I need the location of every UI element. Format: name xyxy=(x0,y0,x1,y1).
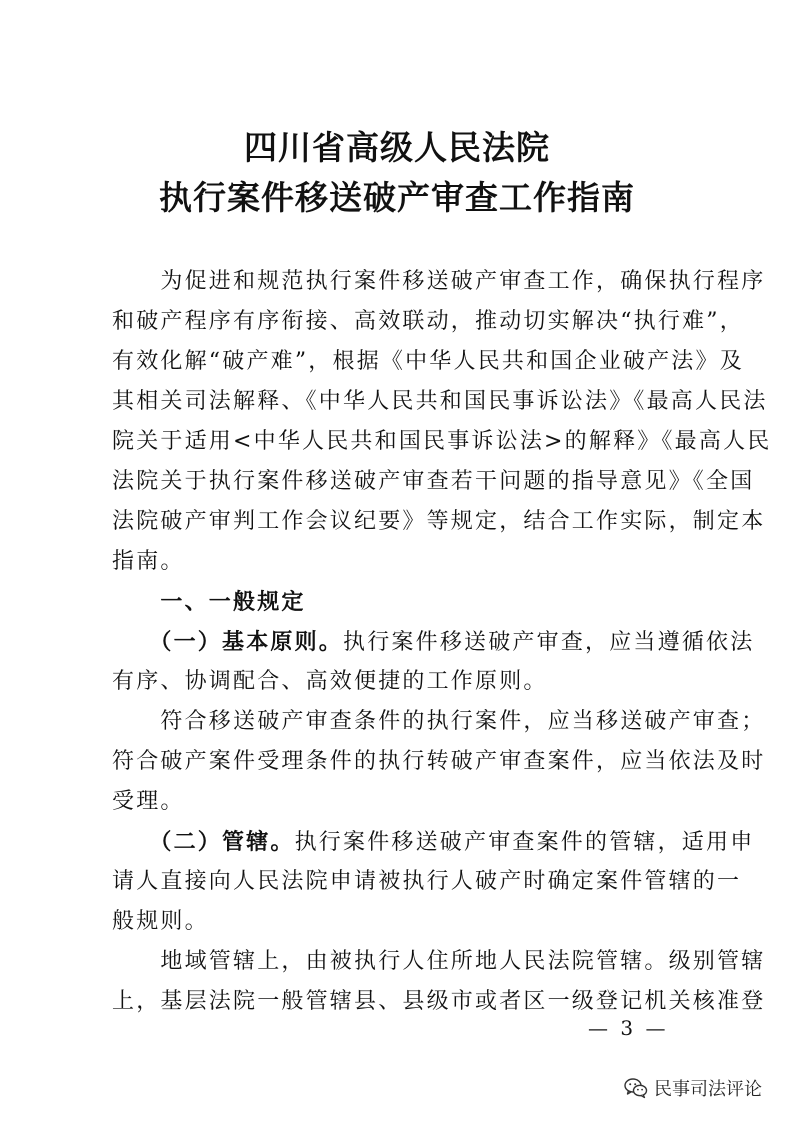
body-line: 上，基层法院一般管辖县、县级市或者区一级登记机关核准登 xyxy=(112,989,766,1014)
body-line: 院关于适用<中华人民共和国民事诉讼法>的解释》《最高人民 xyxy=(112,429,772,454)
body-line: 其相关司法解释、《中华人民共和国民事诉讼法》《最高人民法 xyxy=(112,389,768,414)
item-label: （二）管辖。 xyxy=(112,829,295,855)
page-number: — 3 — xyxy=(588,1016,669,1040)
item-label: （一）基本原则。 xyxy=(112,629,344,655)
body-line: 法院关于执行案件移送破产审查若干问题的指导意见》《全国 xyxy=(112,469,755,494)
watermark xyxy=(624,1075,762,1101)
document-body xyxy=(112,262,772,1022)
body-line: 为促进和规范执行案件移送破产审查工作，确保执行程序 xyxy=(112,269,766,294)
section-heading: 一、一般规定 xyxy=(112,589,306,615)
body-line: 符合破产案件受理条件的执行转破产审查案件，应当依法及时 xyxy=(112,749,766,774)
body-line: 有效化解“破产难”，根据《中华人民共和国企业破产法》及 xyxy=(112,349,744,374)
watermark-text: 民事司法评论 xyxy=(654,1079,762,1100)
item-line xyxy=(112,622,755,662)
body-line: 地域管辖上，由被执行人住所地人民法院管辖。级别管辖 xyxy=(112,949,766,974)
body-line: 受理。 xyxy=(112,789,185,814)
body-line: 请人直接向人民法院申请被执行人破产时确定案件管辖的一 xyxy=(112,869,742,894)
item-line xyxy=(112,822,755,862)
item-text: 执行案件移送破产审查，应当遵循依法 xyxy=(343,630,755,655)
document-title-line-2: 执行案件移送破产审查工作指南 xyxy=(159,178,635,217)
body-line: 指南。 xyxy=(112,549,185,574)
wechat-icon xyxy=(624,1077,648,1099)
body-line: 般规则。 xyxy=(112,909,209,934)
body-line: 和破产程序有序衔接、高效联动，推动切实解决“执行难”， xyxy=(112,309,744,334)
item-text: 执行案件移送破产审查案件的管辖，适用申 xyxy=(294,830,755,855)
body-line: 符合移送破产审查条件的执行案件，应当移送破产审查； xyxy=(112,709,766,734)
body-line: 法院破产审判工作会议纪要》等规定，结合工作实际，制定本 xyxy=(112,509,766,534)
document-title-line-1: 四川省高级人民法院 xyxy=(244,128,550,167)
body-line: 有序、协调配合、高效便捷的工作原则。 xyxy=(112,669,548,694)
